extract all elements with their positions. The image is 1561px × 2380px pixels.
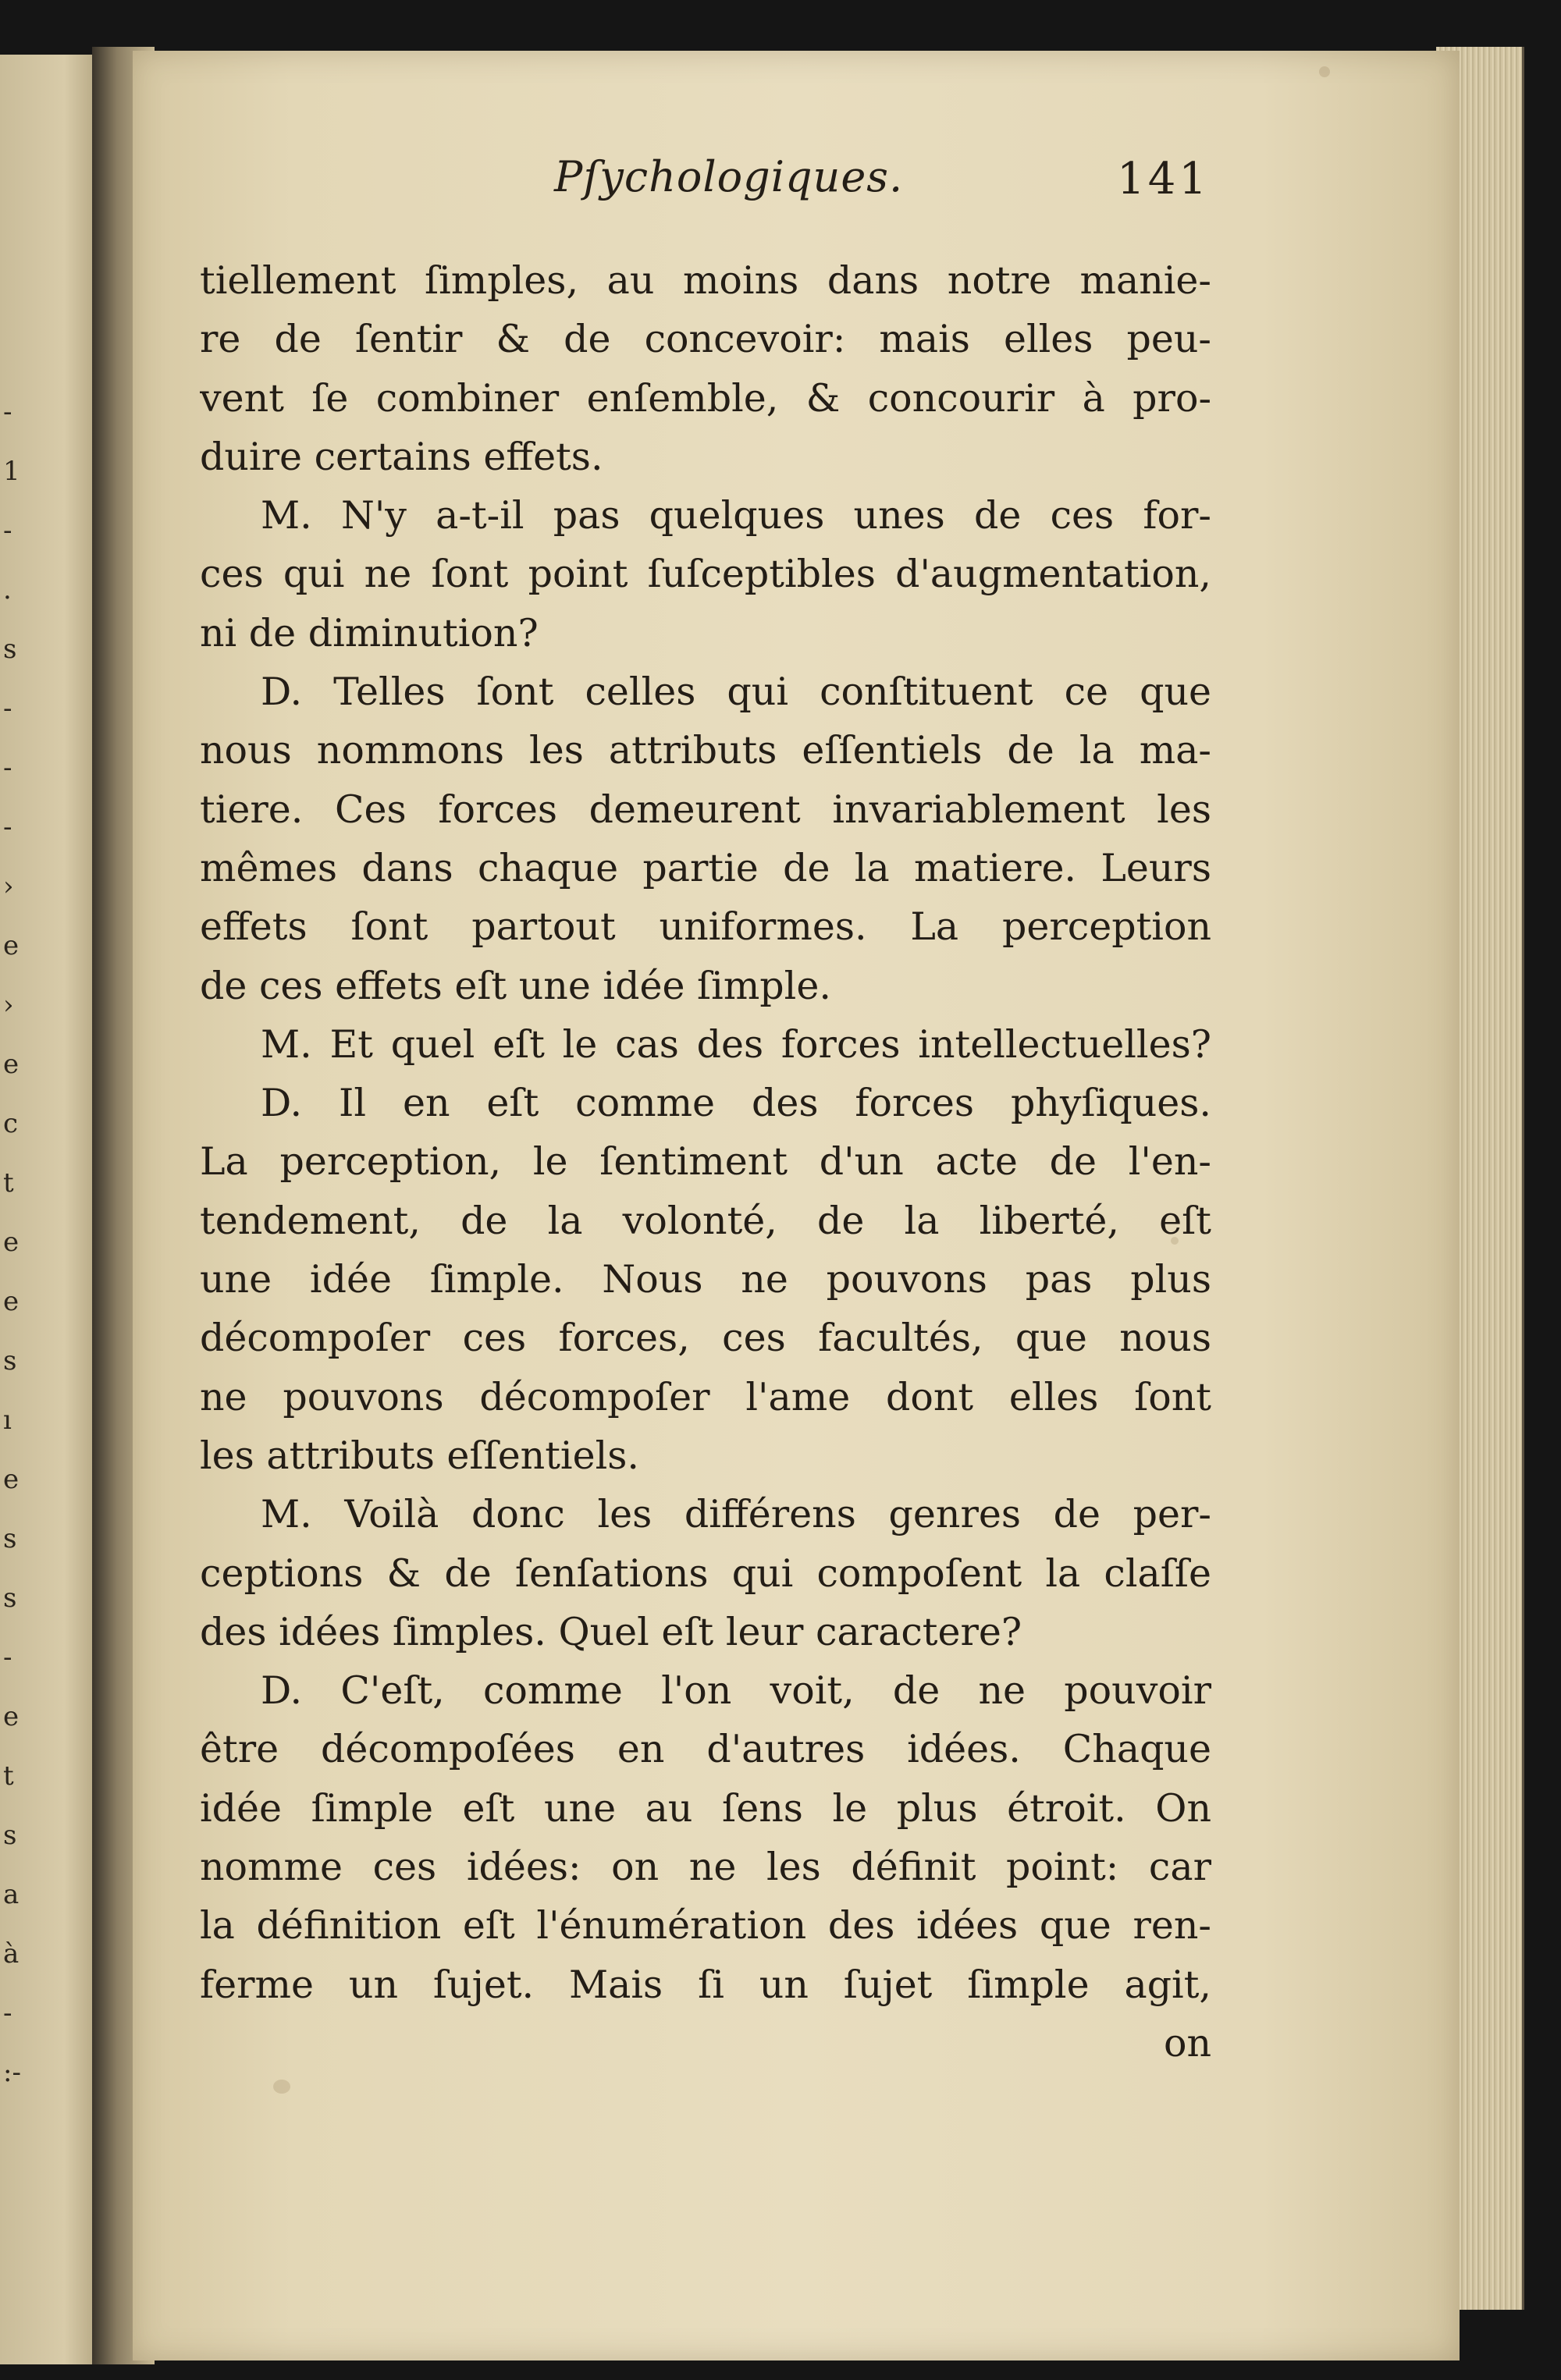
page-header	[203, 152, 1210, 222]
text-line: la définition eſt l'énumération des idées que ren-	[200, 1903, 1211, 1948]
running-head: Pſychologiques.	[554, 152, 904, 201]
edge-mark: ›	[3, 989, 14, 1021]
text-line: nomme ces idées: on ne les définit point: car	[200, 1845, 1211, 1890]
edge-mark: s	[3, 634, 17, 665]
edge-mark: -	[3, 752, 12, 783]
edge-mark: -	[3, 515, 12, 546]
facing-page-edge-text	[3, 382, 19, 2102]
text-line: les attributs eſſentiels.	[200, 1433, 639, 1478]
catchword: on	[1163, 2020, 1211, 2066]
text-line: D. C'eſt, comme l'on voit, de ne pouvoir	[261, 1668, 1211, 1714]
edge-mark: t	[3, 1167, 14, 1199]
text-line: être décompoſées en d'autres idées. Chaque	[200, 1727, 1211, 1772]
text-line: ne pouvons décompoſer l'ame dont elles ſont	[200, 1374, 1211, 1419]
text-line: une idée ſimple. Nous ne pouvons pas plus	[200, 1257, 1211, 1302]
text-line: tiere. Ces forces demeurent invariablement les	[200, 787, 1211, 832]
edge-mark: e	[3, 1286, 20, 1317]
edge-mark: -	[3, 1642, 12, 1673]
edge-mark: e	[3, 1227, 20, 1258]
edge-mark: .	[3, 574, 12, 606]
edge-mark: e	[3, 1701, 20, 1732]
edge-mark: s	[3, 1820, 17, 1851]
text-line: tendement, de la volonté, de la liberté, eſt	[200, 1198, 1211, 1243]
edge-mark: e	[3, 930, 20, 961]
text-line: ferme un ſujet. Mais ſi un ſujet ſimple agit,	[200, 1962, 1211, 2007]
edge-mark: à	[3, 1938, 20, 1970]
edge-mark: :-	[3, 2057, 21, 2088]
edge-mark: e	[3, 1464, 20, 1495]
text-line: M. Et quel eſt le cas des forces intellectuelles?	[261, 1021, 1211, 1067]
text-line: ces qui ne ſont point ſuſceptibles d'augmentation,	[200, 552, 1211, 597]
edge-mark: -	[3, 693, 12, 724]
text-line: D. Il en eſt comme des forces phyſiques.	[261, 1081, 1211, 1126]
text-line: La perception, le ſentiment d'un acte de l'en-	[200, 1139, 1211, 1185]
body-text	[200, 251, 1211, 2073]
edge-mark: -	[3, 1998, 12, 2029]
edge-mark: ı	[3, 1405, 12, 1436]
text-line: idée ſimple eſt une au ſens le plus étroit. On	[200, 1785, 1211, 1831]
text-line: mêmes dans chaque partie de la matiere. Leurs	[200, 845, 1211, 890]
edge-mark: e	[3, 1049, 20, 1080]
text-line: des idées ſimples. Quel eſt leur caractere?	[200, 1609, 1022, 1654]
text-line: M. N'y a-t-il pas quelques unes de ces for-	[261, 493, 1211, 538]
edge-mark: ›	[3, 871, 14, 902]
text-line: décompoſer ces forces, ces facultés, que nous	[200, 1316, 1211, 1361]
edge-mark: 1	[3, 456, 20, 487]
edge-mark: t	[3, 1760, 14, 1792]
text-line: ni de diminution?	[200, 610, 539, 655]
text-line: de ces effets eſt une idée ſimple.	[200, 963, 831, 1008]
foxing-spot	[273, 2080, 290, 2094]
edge-mark: -	[3, 396, 12, 428]
edge-mark: s	[3, 1345, 17, 1376]
edge-mark: s	[3, 1523, 17, 1554]
text-line: duire certains effets.	[200, 434, 603, 479]
text-line: tiellement ſimples, au moins dans notre manie-	[200, 258, 1211, 303]
page-number: 141	[1117, 154, 1210, 204]
text-line: D. Telles ſont celles qui conſtituent ce que	[261, 670, 1211, 715]
text-line: M. Voilà donc les différens genres de per-	[261, 1492, 1211, 1537]
edge-mark: s	[3, 1583, 17, 1614]
text-line: nous nommons les attributs eſſentiels de la ma-	[200, 728, 1211, 773]
text-line: re de ſentir & de concevoir: mais elles peu-	[200, 317, 1211, 362]
text-line: vent ſe combiner enſemble, & concourir à pro-	[200, 375, 1211, 421]
foxing-spot	[1319, 66, 1330, 77]
text-line: ceptions & de ſenſations qui compoſent la claſſe	[200, 1551, 1211, 1596]
edge-mark: c	[3, 1108, 19, 1139]
text-line: effets ſont partout uniformes. La perception	[200, 904, 1211, 950]
edge-mark: a	[3, 1879, 20, 1910]
edge-mark: -	[3, 812, 12, 843]
